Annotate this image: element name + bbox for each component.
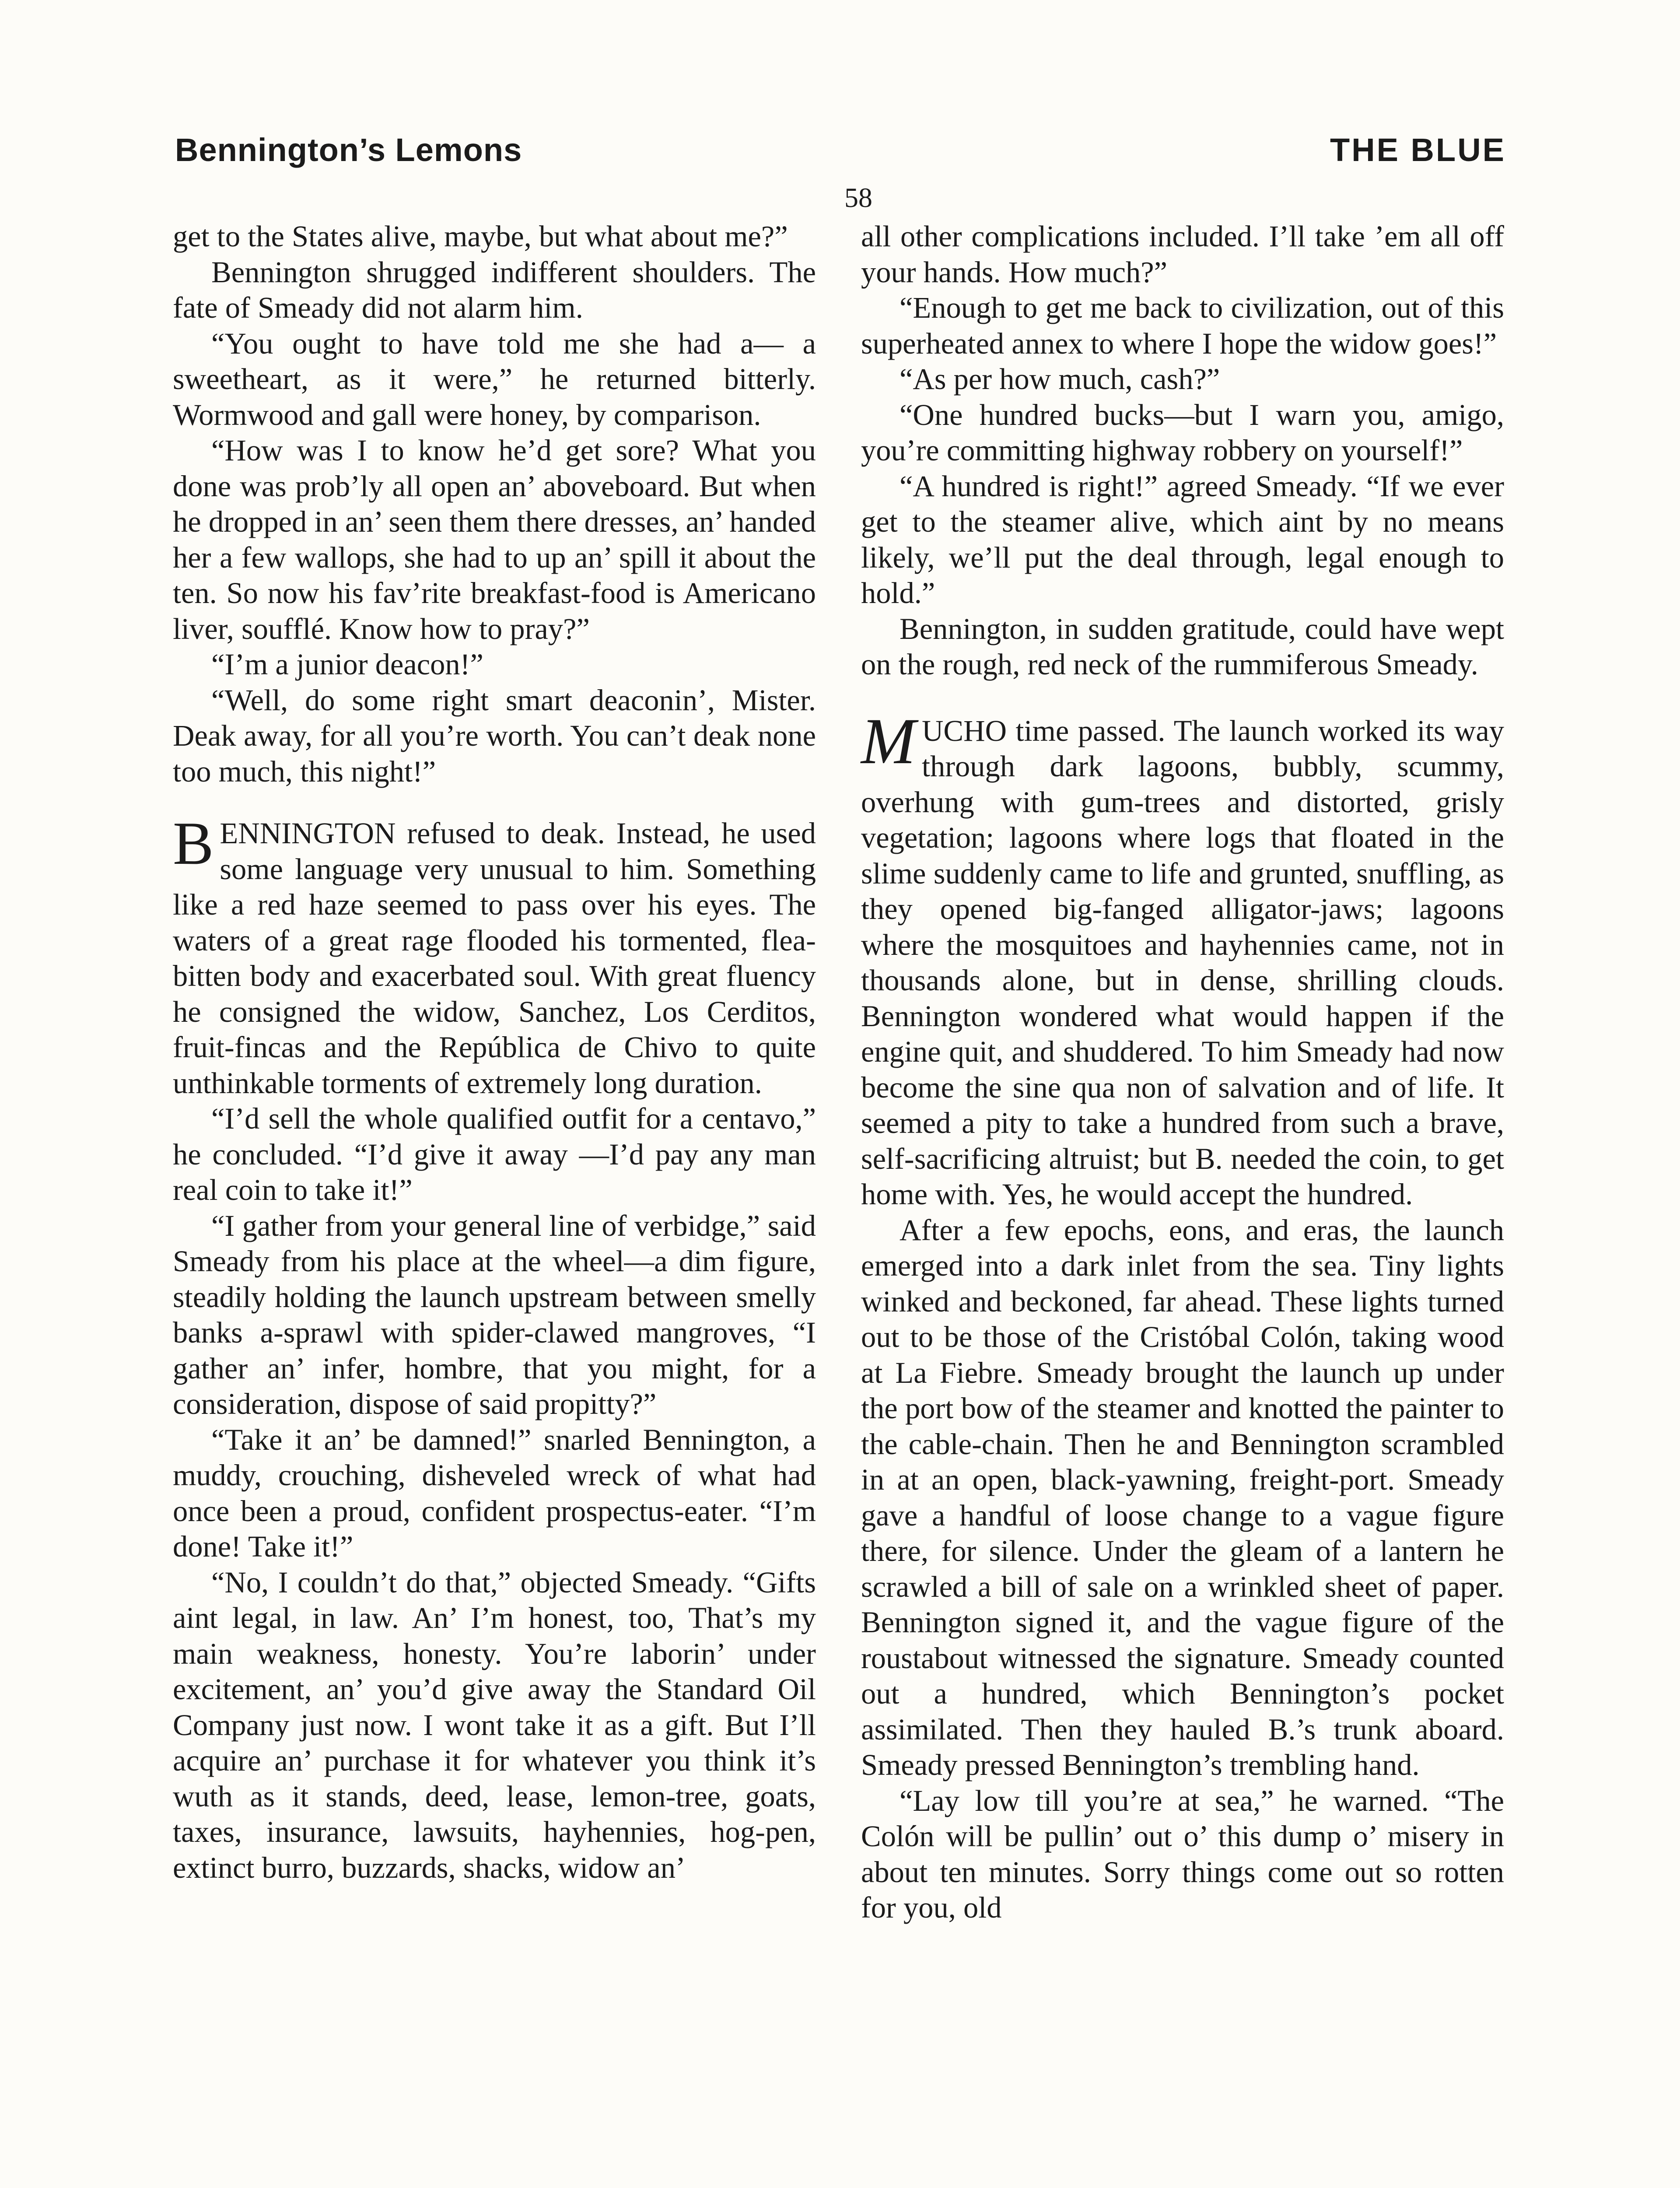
- paragraph: After a few epochs, eons, and eras, the launch emerged into a dark inlet from the sea. Tiny lights winked and beckoned, far ahead. These lights turned out to be those of the Cristóbal Colón, taking wood at La Fiebre. Smeady brought the launch up under the port bow of the steamer and knotted the painter to the cable-chain. Then he and Bennington scrambled in at an open, black-yawning, freight-port. Smeady gave a handful of loose change to a vague figure there, for silence. Under the gleam of a lantern he scrawled a bill of sale on a wrinkled sheet of paper. Bennington signed it, and the vague figure of the roustabout witnessed the signature. Smeady counted out a hundred, which Bennington’s pocket assimilated. Then they hauled B.’s trunk aboard. Smeady pressed Bennington’s trembling hand.: [861, 1213, 1504, 1781]
- paragraph: “Enough to get me back to civilization, out of this superheated annex to where I hope the widow goes!”: [861, 291, 1504, 360]
- paragraph: “One hundred bucks—but I warn you, amigo, you’re committing highway robbery on yourself!”: [861, 398, 1504, 467]
- paragraph: “No, I couldn’t do that,” objected Smeady. “Gifts aint legal, in law. An’ I’m honest, too, That’s my main weakness, honesty. You’re laborin’ under excitement, an’ you’d give away the Standard Oil Company just now. I wont take it as a gift. But I’ll acquire an’ purchase it for whatever you think it’s wuth as it stands, deed, lease, lemon-tree, goats, taxes, insurance, lawsuits, hayhennies, hog-pen, extinct burro, buzzards, shacks, widow an’: [173, 1565, 816, 1884]
- paragraph: all other complications included. I’ll take ’em all off your hands. How much?”: [861, 220, 1504, 289]
- running-title: Bennington’s Lemons: [175, 132, 522, 168]
- paragraph: Bennington, in sudden gratitude, could have wept on the rough, red neck of the rummiferous Smeady.: [861, 612, 1504, 681]
- paragraph: “Well, do some right smart deaconin’, Mister. Deak away, for all you’re worth. You can’t deak none too much, this night!”: [173, 683, 816, 788]
- paragraph: get to the States alive, maybe, but what about me?”: [173, 220, 788, 253]
- paragraph: “Take it an’ be damned!” snarled Bennington, a muddy, crouching, disheveled wreck of what had once been a proud, confident prospectus-eater. “I’m done! Take it!”: [173, 1423, 816, 1563]
- section-text: UCHO time passed. The launch worked its way through dark lagoons, bubbly, scummy, overhung with gum-trees and distorted, grisly vegetation; lagoons where logs that floated in the slime suddenly came to life and grunted, snuffling, as they opened big-fanged alligator-jaws; lagoons where the mosquitoes and hayhennies came, not in thousands alone, but in dense, shrilling clouds. Bennington wondered what would happen if the engine quit, and shuddered. To him Smeady had now become the sine qua non of salvation and of life. It seemed a pity to take a hundred from such a brave, self-sacrificing altruist; but B. needed the coin, to get home with. Yes, he would accept the hundred.: [861, 714, 1504, 1211]
- paragraph: “A hundred is right!” agreed Smeady. “If we ever get to the steamer alive, which aint by no means likely, we’ll put the deal through, legal enough to hold.”: [861, 469, 1504, 610]
- paragraph: “I’m a junior deacon!”: [211, 648, 483, 681]
- paragraph: “I’d sell the whole qualified outfit for a centavo,” he concluded. “I’d give it away —I’d pay any man real coin to take it!”: [173, 1102, 816, 1206]
- paragraph: “As per how much, cash?”: [900, 362, 1220, 396]
- paragraph: “How was I to know he’d get sore? What you done was prob’ly all open an’ aboveboard. But when he dropped in an’ seen them there dresses, an’ handed her a few wallops, she had to up an’ spill it about the ten. So now his fav’rite breakfast-food is Americano liver, soufflé. Know how to pray?”: [173, 434, 816, 645]
- left-column: [173, 219, 816, 1886]
- drop-cap-m: M: [861, 705, 916, 778]
- right-column: [861, 219, 1504, 1926]
- magazine-name: THE BLUE: [1330, 132, 1506, 168]
- paragraph: “Lay low till you’re at sea,” he warned. “The Colón will be pullin’ out o’ this dump o’ misery in about ten minutes. Sorry things come out so rotten for you, old: [861, 1784, 1504, 1924]
- paragraph: Bennington shrugged indifferent shoulders. The fate of Smeady did not alarm him.: [173, 255, 816, 324]
- section-paragraph: [173, 810, 816, 1101]
- section-paragraph: [861, 705, 1504, 1213]
- paragraph: “You ought to have told me she had a— a sweetheart, as it were,” he returned bitterly. Wormwood and gall were honey, by comparison.: [173, 326, 816, 431]
- drop-cap-b: B: [173, 810, 214, 877]
- section-text: ENNINGTON refused to deak. Instead, he used some language very unusual to him. Something like a red haze seemed to pass over his eyes. The waters of a great rage flooded his tormented, flea-bitten body and exacerbated soul. With great fluency he consigned the widow, Sanchez, Los Cerditos, fruit-fincas and the República de Chivo to quite unthinkable torments of extremely long duration.: [173, 817, 816, 1100]
- page-number: 58: [844, 182, 872, 213]
- paragraph: “I gather from your general line of verbidge,” said Smeady from his place at the wheel—a dim figure, steadily holding the launch upstream between smelly banks a-sprawl with spider-clawed mangroves, “I gather an’ infer, hombre, that you might, for a consideration, dispose of said propitty?”: [173, 1209, 816, 1420]
